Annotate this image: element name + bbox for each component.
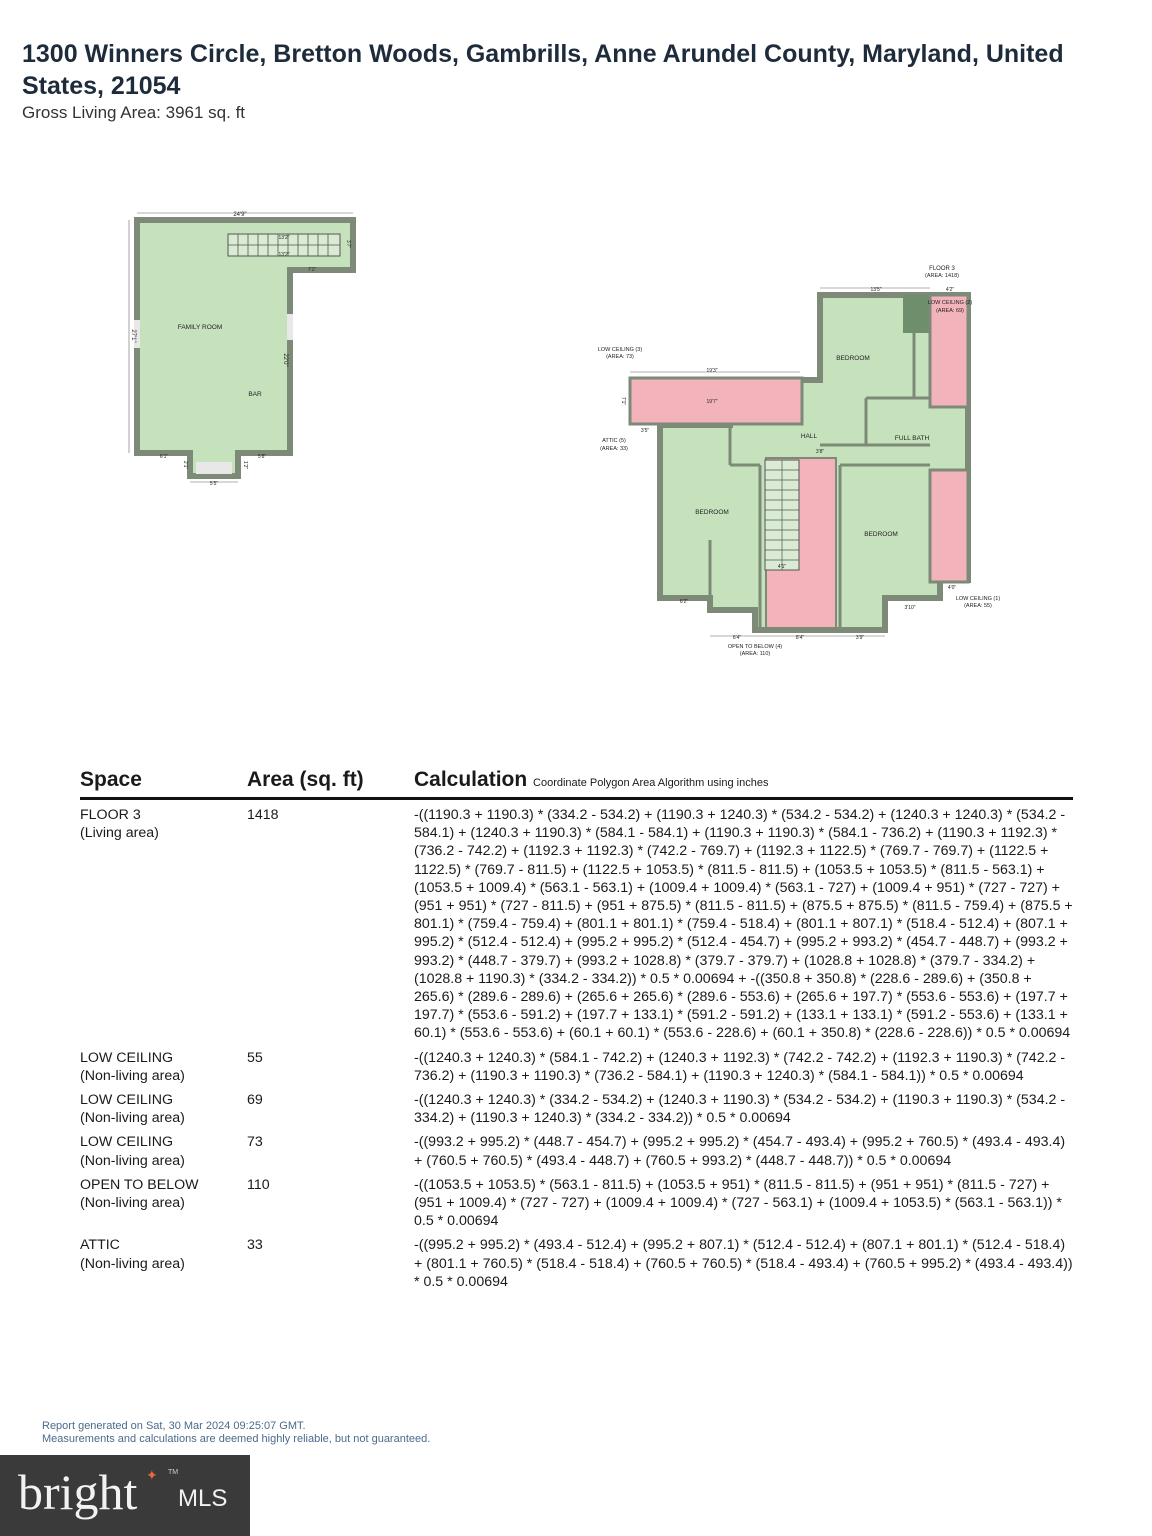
area-table [80,768,1073,1291]
low-ceiling-2-area: (AREA: 69) [936,308,964,314]
gross-living-area: Gross Living Area: 3961 sq. ft [22,103,246,122]
space-kind: (Non-living area) [80,1152,185,1169]
space-cell [80,1049,247,1085]
space-kind: (Non-living area) [80,1110,185,1127]
attic-label: ATTIC (5) [602,438,626,444]
dim-br3-r: 3'10" [904,605,916,611]
dim-notch-r: 1'2" [242,460,248,470]
calc-cell: -((1053.5 + 1053.5) * (563.1 - 811.5) + (1053.5 + 951) * (811.5 - 811.5) + (951 + 951) * (811.5 - 727) + (951 + 1009.4) * (727 - 727) + (1009.4 + 1009.4) * (727 - 563.1) + (1009.4 + 1053.5) * (563.1 - 563.1)) * 0.5 * 0.00694 [414,1176,1062,1230]
dim-left-side: 27'1" [130,329,136,343]
dim-stair1: 13'2" [278,235,290,241]
space-kind: (Non-living area) [80,1067,185,1084]
header-area: Area (sq. ft) [247,768,364,791]
area-cell: 55 [247,1049,263,1066]
area-cell: 69 [247,1092,263,1109]
dim-bot-l: 6'1" [159,454,169,460]
space-cell [80,806,247,1043]
table-row [80,806,1073,1043]
low-ceiling-2-label: LOW CEILING (2) [927,300,973,306]
space-name: FLOOR 3 [80,807,141,823]
space-name: LOW CEILING [80,1092,174,1109]
dim-bot-r: 5'8" [257,454,267,460]
dim-right-top-r: 4'2" [945,287,955,293]
space-kind: (Living area) [80,825,159,842]
full-bath-label: FULL BATH [894,435,930,442]
space-name: ATTIC [80,1237,120,1254]
dim-bot-w: 5'5" [209,481,219,487]
space-name: OPEN TO BELOW [80,1176,199,1193]
dim-notch-l: 2'1" [182,460,188,470]
space-kind: (Non-living area) [80,1255,185,1272]
dim-lc3-left: 7'1" [620,396,626,406]
bar-label: BAR [248,391,262,398]
table-row [80,1091,1073,1127]
space-kind: (Non-living area) [80,1195,185,1212]
space-name: LOW CEILING [80,1049,174,1066]
header-calc-title: Calculation [414,768,528,791]
dim-right-side: 22'0" [282,353,288,367]
logo-tm: TM [168,1469,179,1476]
calc-cell: -((1240.3 + 1240.3) * (584.1 - 742.2) + (1240.3 + 1192.3) * (742.2 - 742.2) + (1192.3 + 1190.3) * (742.2 - 736.2) + (1190.3 + 1190.3) * (736.2 - 584.1) + (1190.3 + 1240.3) * (584.1 - 584.1)) * 0.5 * 0.00694 [414,1049,1066,1084]
hall-label: HALL [800,433,818,440]
bedroom-top-label: BEDROOM [836,355,870,362]
calc-cell: -((995.2 + 995.2) * (493.4 - 512.4) + (995.2 + 807.1) * (512.4 - 512.4) + (807.1 + 801.1) * (512.4 - 518.4) + (801.1 + 760.5) * (518.4 - 518.4) + (760.5 + 760.5) * (518.4 - 493.4) + (760.5 + 995.2) * (493.4 - 493.4)) * 0.5 * 0.00694 [414,1237,1073,1290]
calc-cell: -((1240.3 + 1240.3) * (334.2 - 534.2) + (1240.3 + 1190.3) * (534.2 - 534.2) + (1190.3 + 1190.3) * (534.2 - 334.2) + (1190.3 + 1240.3) * (334.2 - 334.2)) * 0.5 * 0.00694 [414,1092,1066,1127]
bedroom-right-label: BEDROOM [864,531,898,538]
dim-lc3-inner: 19'7" [706,399,718,405]
area-cell: 110 [247,1176,270,1193]
header-space: Space [80,768,142,791]
space-cell [80,1236,247,1291]
dim-notch-right: 3'7" [345,239,351,249]
calc-cell: -((993.2 + 995.2) * (448.7 - 454.7) + (995.2 + 995.2) * (454.7 - 493.4) + (995.2 + 760.5) * (493.4 - 493.4) + (760.5 + 760.5) * (493.4 - 448.7) + (760.5 + 993.2) * (448.7 - 448.7)) * 0.5 * 0.00694 [414,1134,1066,1169]
calc-cell: -((1190.3 + 1190.3) * (334.2 - 534.2) + (1190.3 + 1240.3) * (534.2 - 534.2) + (1240.3 + 1240.3) * (534.2 - 584.1) + (1240.3 + 1190.3) * (584.1 - 584.1) + (1190.3 + 1190.3) * (584.1 - 736.2) + (1190.3 + 1192.3) * (736.2 - 742.2) + (1192.3 + 1192.3) * (742.2 - 769.7) + (1192.3 + 1122.5) * (769.7 - 769.7) + (1122.5 + 1122.5) * (769.7 - 811.5) + (1122.5 + 1053.5) * (811.5 - 811.5) + (1053.5 + 1053.5) * (811.5 - 563.1) + (1053.5 + 1009.4) * (563.1 - 563.1) + (1009.4 + 1009.4) * (563.1 - 727) + (1009.4 + 951) * (727 - 727) + (951 + 951) * (727 - 811.5) + (951 + 875.5) * (811.5 - 811.5) + (875.5 + 875.5) * (811.5 - 759.4) + (875.5 + 801.1) * (759.4 - 759.4) + (801.1 + 801.1) * (759.4 - 518.4) + (801.1 + 807.1) * (518.4 - 512.4) + (807.1 + 995.2) * (512.4 - 512.4) + (995.2 + 995.2) * (512.4 - 454.7) + (995.2 + 993.2) * (454.7 - 448.7) + (993.2 + 993.2) * (448.7 - 379.7) + (993.2 + 1028.8) * (379.7 - 379.7) + (1028.8 + 1028.8) * (379.7 - 334.2) + (1028.8 + 1190.3) * (334.2 - 334.2)) * 0.5 * 0.00694 + -((350.8 + 350.8) * (228.6 - 289.6) + (350.8 + 265.6) * (289.6 - 289.6) + (265.6 + 265.6) * (289.6 - 553.6) + (265.6 + 197.7) * (553.6 - 553.6) + (197.7 + 197.7) * (553.6 - 591.2) + (197.7 + 133.1) * (591.2 - 591.2) + (133.1 + 133.1) * (591.2 - 553.6) + (133.1 + 60.1) * (553.6 - 553.6) + (60.1 + 60.1) * (553.6 - 228.6) + (60.1 + 350.8) * (228.6 - 228.6)) * 0.5 * 0.00694 [414,807,1073,1042]
dim-br3-lc: 4'0" [947,585,957,591]
dim-left-top: 24'9" [233,212,247,218]
space-cell [80,1091,247,1127]
dim-bottom-l: 6'4" [732,635,742,641]
dim-stair: 3'8" [815,449,825,455]
family-room-label: FAMILY ROOM [177,324,223,331]
table-row [80,1133,1073,1169]
floor3-area: (AREA: 1418) [925,273,959,279]
space-name: LOW CEILING [80,1134,174,1151]
floor3-label: FLOOR 3 [929,266,955,272]
open-to-below-area: (AREA: 110) [739,651,771,657]
dim-attic-w: 3'5" [640,428,650,434]
dim-bottom-m: 8'4" [795,635,805,641]
header-calc-note: Coordinate Polygon Area Algorithm using inches [533,777,769,789]
area-cell: 73 [247,1134,263,1151]
dim-right-top: 13'5" [870,287,882,293]
space-cell [80,1176,247,1231]
report-generated: Report generated on Sat, 30 Mar 2024 09:25:07 GMT. [42,1420,306,1432]
area-cell: 1418 [247,807,279,823]
bedroom-left-label: BEDROOM [695,509,729,516]
dim-stair2: 13'2" [278,252,290,258]
attic-area: (AREA: 33) [600,446,628,452]
dim-lc3-top: 19'3" [706,368,718,374]
low-ceiling-3-label: LOW CEILING (3) [597,347,643,353]
logo-star-icon: ✦ [146,1467,158,1483]
table-header [80,768,1073,800]
open-to-below-label: OPEN TO BELOW (4) [727,644,783,650]
disclaimer: Measurements and calculations are deemed highly reliable, but not guaranteed. [42,1433,431,1445]
space-cell [80,1133,247,1169]
logo-bright-text: bright [18,1464,138,1520]
right-floor-plan [598,266,1000,657]
dim-stair2: 4'1" [777,564,787,570]
low-ceiling-1-area: (AREA: 55) [964,603,992,609]
report-footer [42,1420,430,1446]
table-row [80,1236,1073,1291]
header-calculation [414,768,1073,792]
low-ceiling-1-label: LOW CEILING (1) [955,596,1001,602]
dim-bottom-r: 3'9" [855,635,865,641]
property-address: 1300 Winners Circle, Bretton Woods, Gambrills, Anne Arundel County, Maryland, United States, 21054 [22,40,1064,100]
floor-plans [0,190,1152,670]
table-row [80,1176,1073,1231]
bright-mls-logo [0,1455,250,1536]
logo-mls-text: MLS [178,1485,228,1512]
table-row [80,1049,1073,1085]
low-ceiling-3-area: (AREA: 73) [606,354,634,360]
area-cell: 33 [247,1237,263,1254]
dim-b1-l: 6'2" [679,599,689,605]
left-floor-plan [129,212,353,487]
dim-step: 7'1" [307,267,317,273]
